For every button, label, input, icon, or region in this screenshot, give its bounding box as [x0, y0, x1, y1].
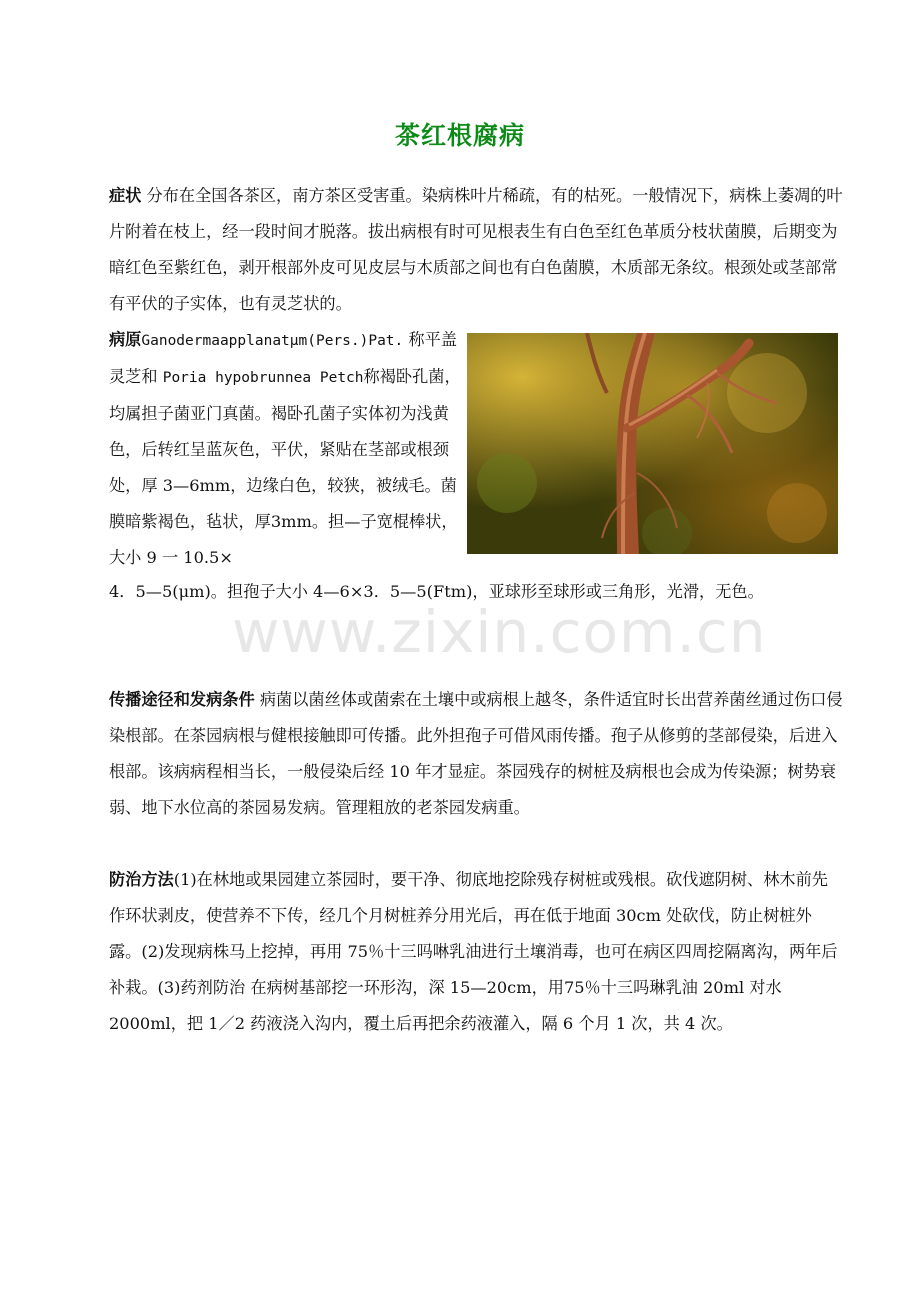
pathogen-text-1: 称平盖灵芝和 [109, 330, 457, 386]
root-image-drawing [467, 333, 838, 554]
symptom-text: 分布在全国各茶区，南方茶区受害重。染病株叶片稀疏，有的枯死。一般情况下，病株上萎凋的叶片附着在枝上，经一段时间才脱落。拔出病根有时可见根表生有白色至红色革质分枝状菌膜，后期变为暗红色至紫红色，剥开根部外皮可见皮层与木质部之间也有白色菌膜，木质部无条纹。根颈处或茎部常有平伏的子实体，也有灵芝状的。 [109, 186, 843, 313]
control-label: 防治方法 [109, 870, 174, 889]
symptom-label: 症状 [109, 186, 142, 205]
control-paragraph [109, 862, 844, 1042]
pathogen-label: 病原 [109, 330, 142, 349]
pathogen-latin-name-2: Poria hypobrunnea Petch [162, 370, 364, 386]
pathogen-text-2: 称褐卧孔菌，均属担子菌亚门真菌。褐卧孔菌子实体初为浅黄色，后转红呈蓝灰色，平伏，紧贴在茎部或根颈处，厚 3—6mm，边缘白色，较狭，被绒毛。菌膜暗紫褐色，毡状，厚3mm。担—子宽棍棒状，大小 9 一 10.5× [109, 367, 461, 567]
watermark: www.zixin.com.cn [232, 598, 767, 666]
transmission-text: 病菌以菌丝体或菌索在土壤中或病根上越冬，条件适宜时长出营养菌丝通过伤口侵染根部。在茶园病根与健根接触即可传播。此外担孢子可借风雨传播。孢子从修剪的茎部侵染，后进入根部。该病病程相当长，一般侵染后经 10 年才显症。茶园残存的树桩及病根也会成为传染源；树势衰弱、地下水位高的茶园易发病。管理粗放的老茶园发病重。 [109, 690, 843, 817]
pathogen-latin-name-1: Ganodermaapplanatμm(Pers.)Pat. [141, 333, 404, 349]
pathogen-paragraph [109, 322, 467, 576]
document-title: 茶红根腐病 [394, 121, 525, 150]
control-text: (1)在林地或果园建立茶园时，要干净、彻底地挖除残存树桩或残根。砍伐遮阴树、林木前先作环状剥皮，使营养不下传，经几个月树桩养分用光后，再在低于地面 30cm 处砍伐，防止树桩外露。(2)发现病株马上挖掉，再用 75％十三吗啉乳油进行土壤消毒，也可在病区四周挖隔离沟，两年后补栽。(3)药剂防治 在病树基部挖一环形沟，深 15—20cm，用75％十三吗琳乳油 20ml 对水 2000ml，把 1／2 药液浇入沟内，覆土后再把余药液灌入，隔 6 个月 1 次，共 4 次。 [109, 870, 838, 1033]
transmission-paragraph [109, 682, 844, 826]
symptom-paragraph [109, 178, 844, 322]
diseased-root-photo [467, 333, 838, 554]
transmission-label: 传播途径和发病条件 [109, 690, 255, 709]
pathogen-text-3: 4．5—5(μm)。担孢子大小 4—6×3．5—5(Ftm)，亚球形至球形或三角形，光滑，无色。 [109, 582, 764, 601]
